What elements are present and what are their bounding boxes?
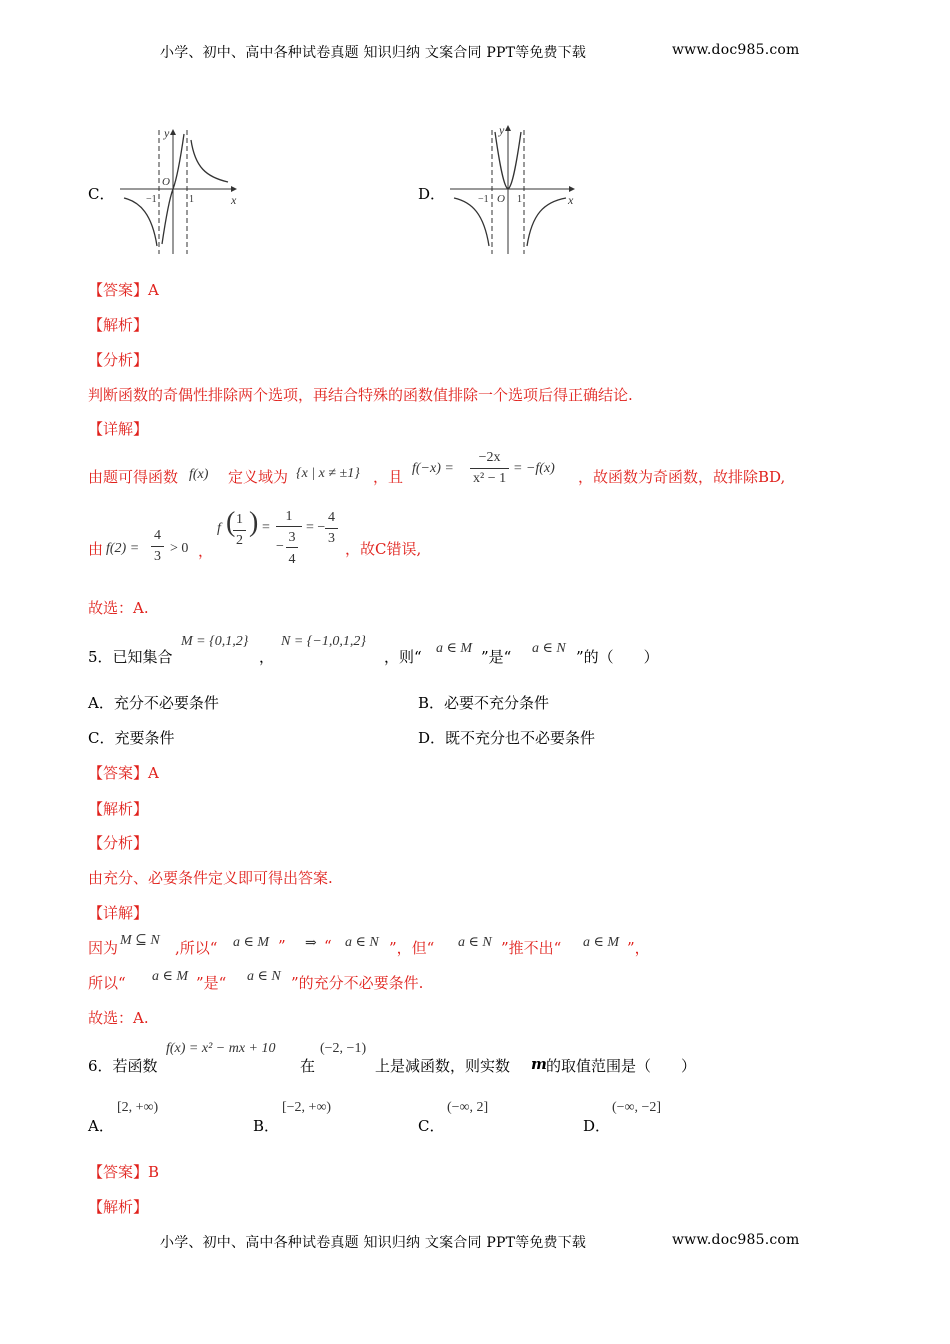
- q4-d1-d: ，故函数为奇函数，故排除BD,: [578, 468, 786, 486]
- q5-l1-sub: M ⊆ N: [120, 933, 160, 948]
- header-text: 小学、初中、高中各种试卷真题 知识归纳 文案合同 PPT等免费下载: [160, 45, 587, 61]
- q6-option-c-label[interactable]: C．: [418, 1117, 445, 1135]
- footer-url[interactable]: www.doc985.com: [672, 1232, 800, 1248]
- inner-num: 3: [286, 529, 298, 548]
- q5-stem-a: 5．已知集合: [88, 648, 173, 666]
- graph-c: [118, 122, 243, 257]
- y-label: y: [499, 123, 505, 137]
- q4-d1-fraction: [470, 448, 509, 489]
- q5-l2-a: 所以“: [88, 974, 126, 992]
- tick-neg1: −1: [146, 194, 157, 205]
- q5-l1-b: ,所以“: [175, 939, 218, 957]
- q4-d1-rhs: = −f(x): [513, 461, 555, 476]
- header-url[interactable]: www.doc985.com: [672, 42, 800, 58]
- q4-select: 故选：A.: [88, 599, 149, 617]
- denominator: [276, 527, 302, 575]
- q5-detail-head: 【详解】: [88, 904, 149, 922]
- q4-d1-fx: f(x): [189, 467, 209, 482]
- q6-stem-d: 的取值范围是（ ）: [546, 1057, 697, 1075]
- q5-fenxi-head: 【分析】: [88, 834, 149, 852]
- q5-stem-c: ”是“: [481, 648, 512, 666]
- q4-d2-paren-right: ): [249, 507, 259, 538]
- q6-analysis-head: 【解析】: [88, 1198, 149, 1216]
- q6-interval: (−2, −1): [320, 1041, 367, 1056]
- q4-fenxi-text: 判断函数的奇偶性排除两个选项，再结合特殊的函数值排除一个选项后得正确结论.: [88, 386, 633, 404]
- q5-cond-a: a ∈ M: [436, 641, 473, 656]
- q4-d2-bigfrac: [276, 508, 302, 575]
- q6-m: m: [531, 1055, 547, 1073]
- footer-text: 小学、初中、高中各种试卷真题 知识归纳 文案合同 PPT等免费下载: [160, 1235, 587, 1251]
- q5-l1-a: 因为: [88, 939, 119, 957]
- q4-d2-frac1: [151, 526, 164, 567]
- numerator: −2x: [470, 448, 509, 469]
- q5-l1-e: ”，但“: [389, 939, 435, 957]
- q4-d2-paren-left: (: [226, 507, 236, 538]
- q6-option-d[interactable]: (−∞, −2]: [612, 1100, 662, 1115]
- q6-option-b-label[interactable]: B．: [253, 1117, 280, 1135]
- q6-stem-a: 6．若函数: [88, 1057, 158, 1075]
- q5-option-b[interactable]: B．必要不充分条件: [418, 694, 550, 712]
- q5-stem-b: ，则“: [384, 648, 422, 666]
- q5-option-c[interactable]: C．充要条件: [88, 729, 175, 747]
- q5-answer: 【答案】A: [88, 764, 159, 782]
- q6-option-c[interactable]: (−∞, 2]: [447, 1100, 489, 1115]
- q4-d2-comma: ，: [198, 542, 214, 560]
- q5-l1-d: “: [324, 937, 332, 955]
- denominator: 2: [236, 533, 243, 548]
- q4-fenxi-head: 【分析】: [88, 351, 149, 369]
- origin-label: O: [162, 176, 170, 188]
- q4-detail-head: 【详解】: [88, 420, 149, 438]
- denominator: 3: [328, 531, 335, 546]
- q4-d2-f2-tail: > 0: [170, 541, 189, 556]
- numerator: 1: [233, 510, 246, 531]
- tick-pos1: 1: [189, 194, 194, 205]
- q5-l1-g: ”，: [627, 939, 650, 957]
- curve-left: [454, 198, 489, 246]
- q4-d1-domain: {x | x ≠ ±1}: [296, 466, 360, 481]
- q5-l1-c1: a ∈ M: [233, 935, 270, 950]
- q5-set-n: N = {−1,0,1,2}: [281, 634, 366, 649]
- q5-stem-d: ”的（ ）: [576, 648, 659, 666]
- q5-l2-c: ”的充分不必要条件.: [291, 974, 424, 992]
- inner-den: 4: [288, 552, 296, 567]
- q5-l1-f: ”推不出“: [501, 939, 562, 957]
- q4-d2-frac-res: [325, 508, 338, 549]
- q4-d1-a: 由题可得函数: [88, 468, 179, 486]
- q5-l2-c1: a ∈ M: [152, 969, 189, 984]
- q5-l1-c3: a ∈ N: [458, 935, 492, 950]
- q5-cond-b: a ∈ N: [532, 641, 566, 656]
- curve-right: [191, 140, 228, 182]
- q5-option-a[interactable]: A．充分不必要条件: [88, 694, 219, 712]
- numerator: 4: [151, 526, 164, 547]
- q4-d2-fhalf: f: [217, 521, 221, 536]
- q4-d2-b: ，故C错误,: [345, 540, 422, 558]
- q5-l1-c: ”: [278, 937, 286, 955]
- minus-sign: −: [276, 539, 284, 554]
- denominator: x² − 1: [473, 471, 507, 486]
- q6-option-b[interactable]: [−2, +∞): [282, 1100, 332, 1115]
- q4-d2-a: 由: [88, 540, 104, 558]
- q5-l2-b: ”是“: [196, 974, 227, 992]
- q4-d2-eq: =: [262, 520, 270, 535]
- tick-neg1: −1: [478, 194, 489, 205]
- x-label: x: [568, 193, 574, 207]
- curve-left: [124, 198, 157, 246]
- q5-l1-c2: a ∈ N: [345, 935, 379, 950]
- q4-d1-lhs: f(−x) =: [412, 461, 454, 476]
- q5-set-m: M = {0,1,2}: [181, 634, 249, 649]
- q4-answer: 【答案】A: [88, 281, 159, 299]
- q4-d1-c: ，且: [373, 468, 404, 486]
- q4-d2-eq2: = −: [306, 520, 326, 535]
- q6-stem-b: 在: [300, 1057, 316, 1075]
- q5-l1-arrow: ⇒: [305, 936, 317, 951]
- q6-option-a-label[interactable]: A．: [88, 1117, 114, 1135]
- q6-option-d-label[interactable]: D．: [583, 1117, 611, 1135]
- q5-l1-c4: a ∈ M: [583, 935, 620, 950]
- q5-select: 故选：A.: [88, 1009, 149, 1027]
- q4-d2-f2: f(2) =: [106, 541, 140, 556]
- y-label: y: [164, 126, 170, 140]
- q5-fenxi-text: 由充分、必要条件定义即可得出答案.: [88, 869, 333, 887]
- q6-func: f(x) = x² − mx + 10: [166, 1041, 276, 1056]
- denominator: 3: [154, 549, 161, 564]
- q6-stem-c: 上是减函数，则实数: [375, 1057, 511, 1075]
- curve-right: [527, 198, 566, 246]
- q5-comma: ，: [259, 648, 275, 666]
- option-c-label: C．: [88, 185, 115, 203]
- tick-pos1: 1: [517, 194, 522, 205]
- option-d-label: D．: [418, 185, 446, 203]
- q4-analysis-head: 【解析】: [88, 316, 149, 334]
- q5-analysis-head: 【解析】: [88, 800, 149, 818]
- q5-l2-c2: a ∈ N: [247, 969, 281, 984]
- origin-label: O: [497, 193, 505, 205]
- numerator: 4: [325, 508, 338, 529]
- q4-d2-frac-half: [233, 510, 246, 551]
- q5-option-d[interactable]: D．既不充分也不必要条件: [418, 729, 596, 747]
- x-label: x: [231, 193, 237, 207]
- q6-option-a[interactable]: [2, +∞): [117, 1100, 159, 1115]
- graph-d: [448, 122, 580, 257]
- q6-answer: 【答案】B: [88, 1163, 160, 1181]
- numerator: 1: [276, 508, 302, 527]
- q4-d1-b: 定义域为: [228, 468, 289, 486]
